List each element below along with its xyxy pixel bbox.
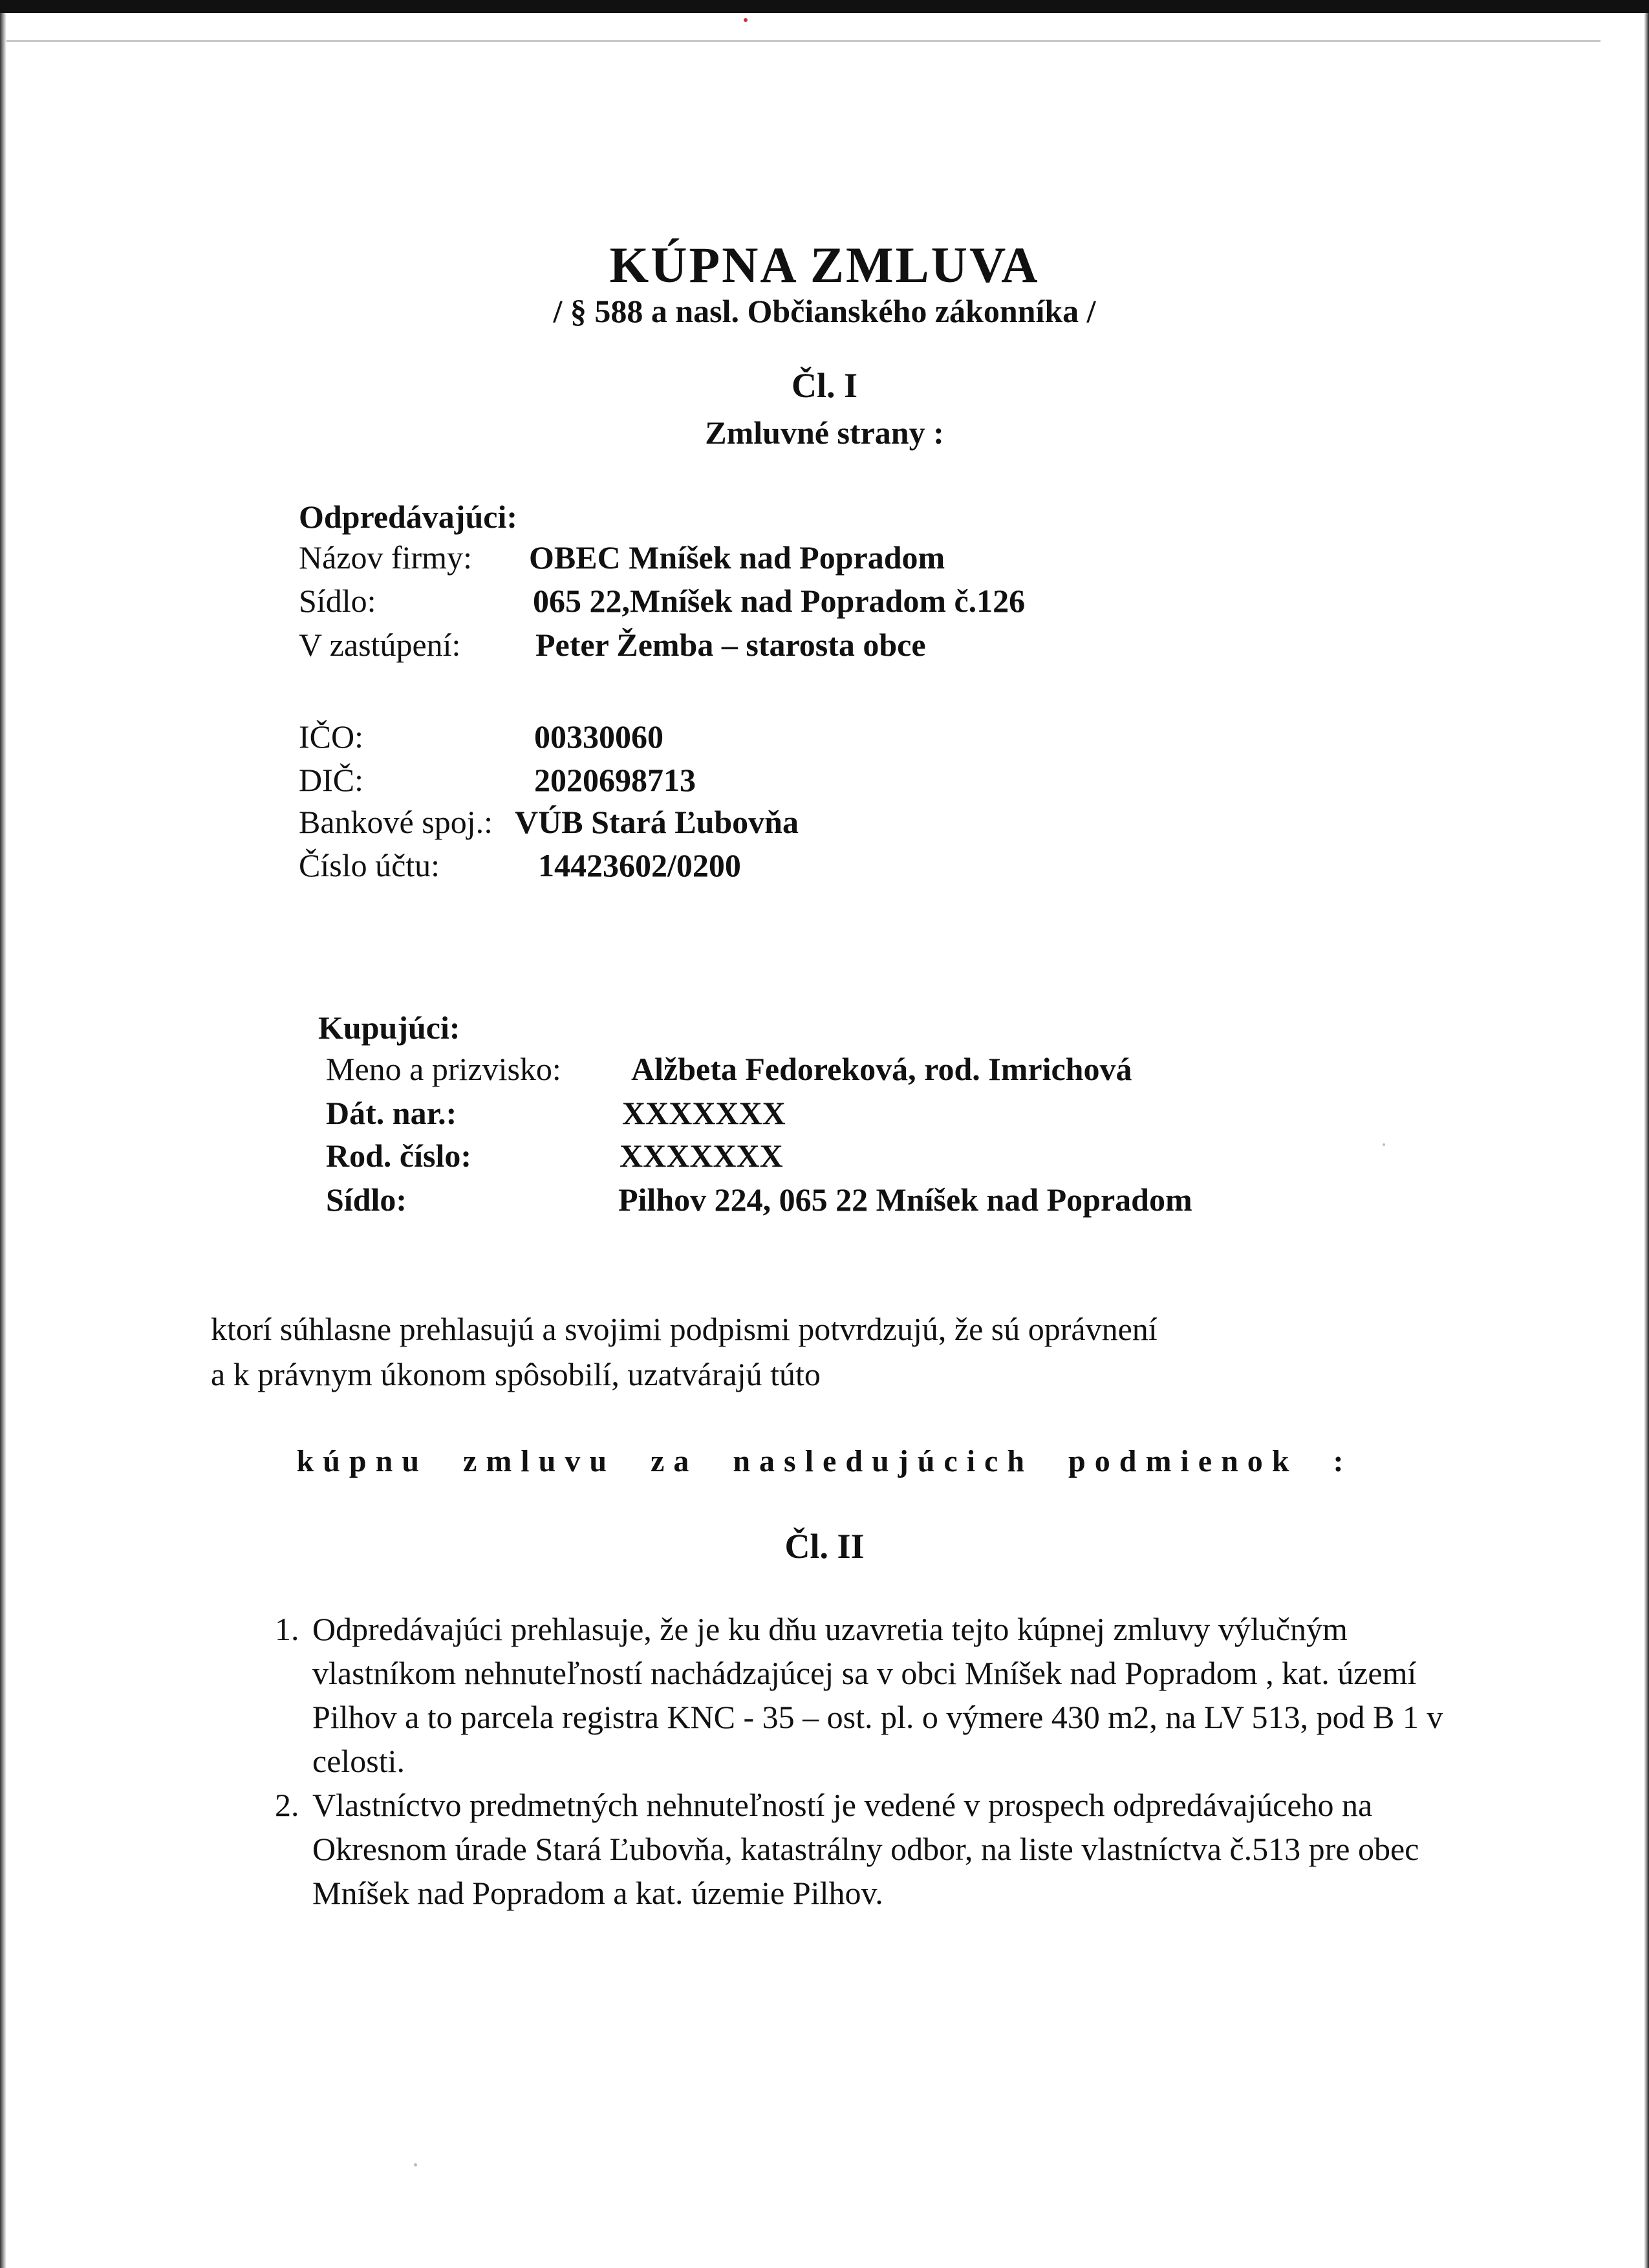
- field-value: XXXXXXX: [620, 1138, 783, 1174]
- article-1-heading: Zmluvné strany :: [705, 415, 944, 451]
- article-2-number: Čl. II: [784, 1527, 865, 1566]
- field-label: Dát. nar.:: [326, 1095, 457, 1131]
- field-label: V zastúpení:: [299, 627, 461, 663]
- list-item: 2. Vlastníctvo predmetných nehnuteľností je vedené v prospech odpredávajúceho na Okresnom úrade Stará Ľubovňa, katastrálny odbor, na liste vlastníctva č.513 pre obec Mníšek nad Popradom a kat. územie Pilhov.: [307, 1783, 1484, 1915]
- field-value: Alžbeta Fedoreková, rod. Imrichová: [631, 1051, 1132, 1087]
- field-label: Meno a prizvisko:: [326, 1051, 561, 1087]
- field-value: OBEC Mníšek nad Popradom: [529, 539, 945, 576]
- scan-speck: [1383, 1143, 1385, 1146]
- field-value: 065 22,Mníšek nad Popradom č.126: [533, 583, 1026, 619]
- field-value: 2020698713: [534, 762, 696, 798]
- document-subtitle: / § 588 a nasl. Občianského zákonníka /: [553, 293, 1096, 329]
- scan-speck: [744, 18, 748, 22]
- field-label: Sídlo:: [299, 583, 376, 619]
- field-label: Číslo účtu:: [299, 847, 440, 883]
- field-label: Sídlo:: [326, 1182, 407, 1218]
- scan-right-edge: [1644, 13, 1649, 2268]
- statement-line: ktorí súhlasne prehlasujú a svojimi podpismi potvrdzujú, že sú oprávnení: [211, 1311, 1158, 1347]
- buyer-heading: Kupujúci:: [318, 1010, 460, 1046]
- field-label: Názov firmy:: [299, 539, 472, 576]
- article-2-points: [252, 1607, 1484, 1915]
- scan-edge-line: [0, 40, 1600, 42]
- seller-heading: Odpredávajúci:: [299, 499, 517, 535]
- scan-top-border: [0, 0, 1649, 13]
- field-value: XXXXXXX: [622, 1095, 786, 1131]
- field-value: 14423602/0200: [538, 847, 741, 883]
- list-item: 1. Odpredávajúci prehlasuje, že je ku dňu uzavretia tejto kúpnej zmluvy výlučným vlastníkom nehnuteľností nachádzajúcej sa v obci Mníšek nad Popradom , kat. území Pilhov a to parcela registra KNC - 35 – ost. pl. o výmere 430 m2, na LV 513, pod B 1 v celosti.: [307, 1607, 1484, 1783]
- field-label: Rod. číslo:: [326, 1138, 471, 1174]
- statement-line: a k právnym úkonom spôsobilí, uzatvárajú túto: [211, 1356, 821, 1392]
- statement-paragraph: [211, 1306, 1504, 1397]
- scan-speck: [414, 2163, 417, 2166]
- field-label: Bankové spoj.:: [299, 804, 493, 840]
- contract-phrase: kúpnu zmluvu za nasledujúcich podmienok :: [296, 1444, 1353, 1478]
- field-value: 00330060: [534, 718, 663, 755]
- document-title: KÚPNA ZMLUVA: [609, 237, 1040, 293]
- field-label: IČO:: [299, 718, 363, 755]
- field-label: DIČ:: [299, 762, 363, 798]
- field-value: Peter Žemba – starosta obce: [535, 627, 926, 663]
- scan-left-edge: [0, 13, 6, 2268]
- field-value: Pilhov 224, 065 22 Mníšek nad Popradom: [618, 1182, 1192, 1218]
- field-value: VÚB Stará Ľubovňa: [515, 804, 799, 840]
- article-1-number: Čl. I: [791, 366, 857, 405]
